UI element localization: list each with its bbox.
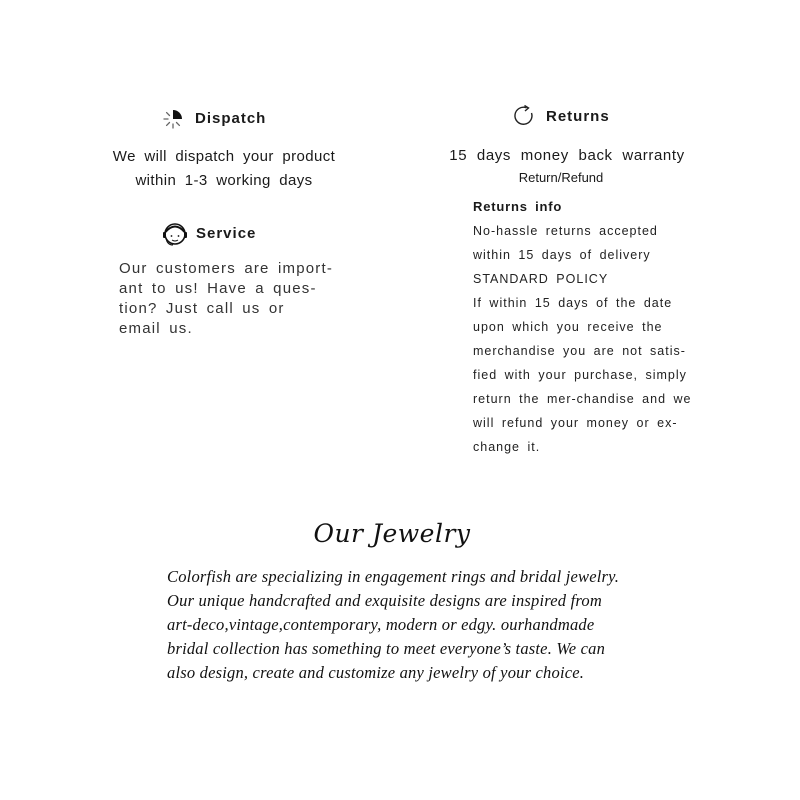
returns-info-line: If within 15 days of the date (473, 296, 673, 310)
returns-refresh-icon (512, 104, 536, 128)
dispatch-description (110, 145, 338, 193)
dispatch-heading: Dispatch (195, 110, 267, 127)
returns-info-line: No-hassle returns accepted (473, 224, 658, 238)
returns-info-heading: Returns info (473, 199, 563, 214)
returns-info-line: fied with your purchase, simply (473, 368, 687, 382)
returns-info-line: within 15 days of delivery (473, 248, 651, 262)
service-line: Our customers are import- (119, 260, 334, 277)
returns-info-line: STANDARD POLICY (473, 272, 609, 286)
returns-info-line: change it. (473, 440, 541, 454)
customer-service-icon (161, 219, 189, 249)
jewelry-line: also design, create and customize any jewelry of your choice. (167, 663, 585, 682)
service-description (119, 259, 334, 339)
service-line: tion? Just call us or (119, 300, 285, 317)
service-line: email us. (119, 320, 193, 337)
jewelry-description (167, 565, 647, 685)
returns-info-text (473, 219, 703, 459)
returns-heading: Returns (546, 108, 610, 125)
dispatch-line: We will dispatch your product (112, 148, 336, 165)
returns-info-line: merchandise you are not satis- (473, 344, 686, 358)
jewelry-line: art-deco,vintage,contemporary, modern or edgy. ourhandmade (167, 615, 595, 634)
jewelry-line: Colorfish are specializing in engagement rings and bridal jewelry. (167, 567, 620, 586)
returns-info-line: return the mer-chandise and we (473, 392, 692, 406)
jewelry-heading: Our Jewelry (313, 519, 471, 548)
dispatch-loading-icon (161, 107, 185, 131)
service-line: ant to us! Have a ques- (119, 280, 317, 297)
jewelry-line: Our unique handcrafted and exquisite designs are inspired from (167, 591, 602, 610)
returns-refund-label: Return/Refund (518, 170, 604, 185)
jewelry-line: bridal collection has something to meet everyone’s taste. We can (167, 639, 606, 658)
service-heading: Service (196, 225, 257, 242)
returns-warranty: 15 days money back warranty (449, 147, 685, 164)
dispatch-line: within 1-3 working days (135, 172, 313, 189)
returns-info-line: will refund your money or ex- (473, 416, 678, 430)
returns-info-line: upon which you receive the (473, 320, 663, 334)
